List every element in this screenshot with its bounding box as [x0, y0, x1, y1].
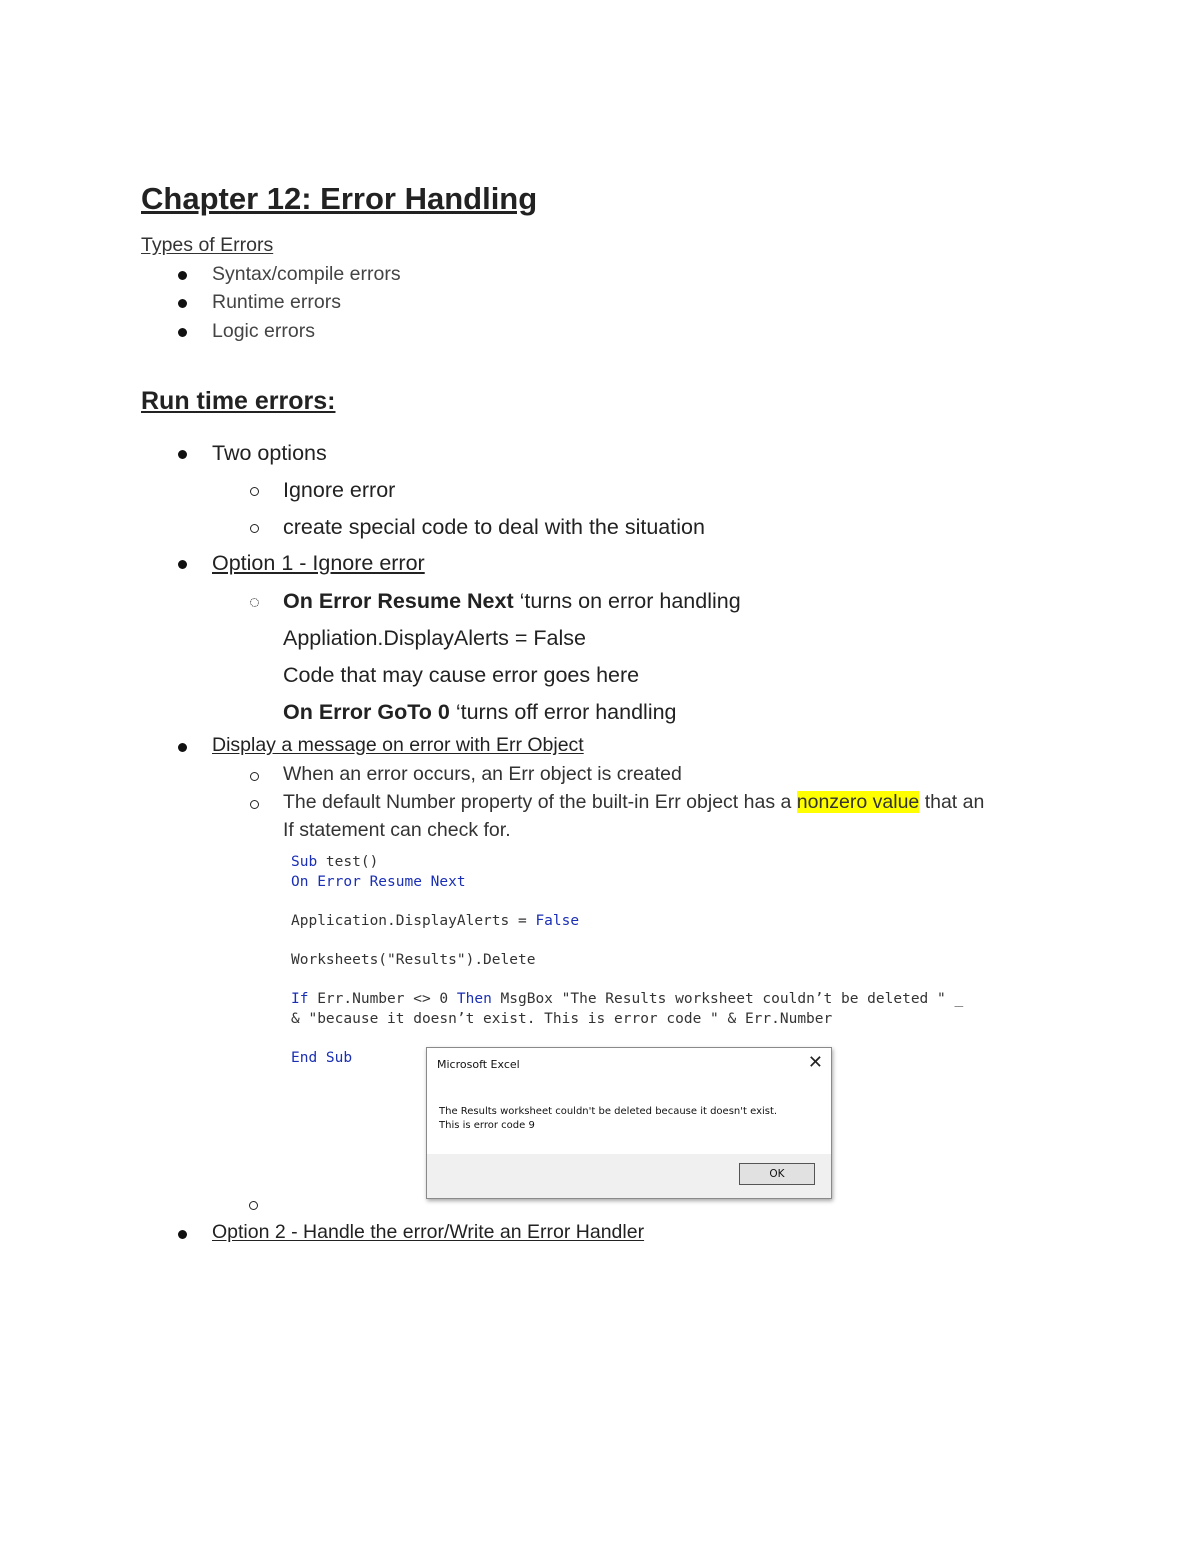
highlight: nonzero value	[796, 791, 920, 813]
list-item: Runtime errors	[212, 291, 341, 313]
list-item: Two options	[212, 441, 327, 465]
code-line: Worksheets("Results").Delete	[291, 952, 536, 968]
bullet-icon	[178, 299, 187, 308]
circle-bullet-icon	[250, 524, 259, 533]
code-line: Code that may cause error goes here	[283, 663, 640, 687]
circle-bullet-icon	[250, 487, 259, 496]
list-item: Ignore error	[283, 478, 396, 502]
list-item-continued: If statement can check for.	[283, 819, 511, 841]
section-heading: Run time errors:	[141, 387, 336, 415]
dialog-title: Microsoft Excel	[437, 1058, 520, 1071]
option1-label: Option 1 - Ignore error	[212, 551, 425, 575]
list-item: Syntax/compile errors	[212, 263, 401, 285]
circle-bullet-icon	[250, 598, 259, 607]
bullet-icon	[178, 743, 187, 752]
list-item: When an error occurs, an Err object is created	[283, 763, 682, 785]
code-line: On Error Resume Next ‘turns on error handling	[283, 589, 741, 613]
close-icon[interactable]: ✕	[807, 1052, 823, 1073]
ok-button[interactable]: OK	[739, 1163, 815, 1185]
circle-bullet-icon	[250, 800, 259, 809]
code-line: & "because it doesn’t exist. This is error code " & Err.Number	[291, 1011, 833, 1027]
code-line: Sub test()	[291, 854, 379, 870]
circle-bullet-icon	[249, 1201, 258, 1210]
code-line: End Sub	[291, 1050, 353, 1066]
types-heading: Types of Errors	[141, 234, 274, 256]
display-msg-label: Display a message on error with Err Object	[212, 734, 584, 756]
list-item: Logic errors	[212, 320, 315, 342]
option2-label: Option 2 - Handle the error/Write an Error Handler	[212, 1221, 645, 1243]
bullet-icon	[178, 271, 187, 280]
dialog-message: The Results worksheet couldn't be deleted because it doesn't exist. This is error code 9	[439, 1106, 778, 1131]
page-title: Chapter 12: Error Handling	[141, 181, 538, 216]
bullet-icon	[178, 328, 187, 337]
msgbox-dialog	[426, 1047, 832, 1199]
code-line: On Error GoTo 0 ‘turns off error handling	[283, 700, 677, 724]
circle-bullet-icon	[250, 772, 259, 781]
dialog-footer	[427, 1154, 831, 1198]
bullet-icon	[178, 1230, 187, 1239]
code-line: If Err.Number <> 0 Then MsgBox "The Results worksheet couldn’t be deleted " _	[291, 991, 964, 1007]
bullet-icon	[178, 450, 187, 459]
list-item: The default Number property of the built-in Err object has a nonzero value that an	[283, 791, 985, 813]
code-line: Application.DisplayAlerts = False	[291, 913, 580, 929]
bullet-icon	[178, 560, 187, 569]
list-item: create special code to deal with the situation	[283, 515, 705, 539]
code-line: On Error Resume Next	[291, 874, 466, 890]
code-line: Appliation.DisplayAlerts = False	[283, 626, 586, 650]
